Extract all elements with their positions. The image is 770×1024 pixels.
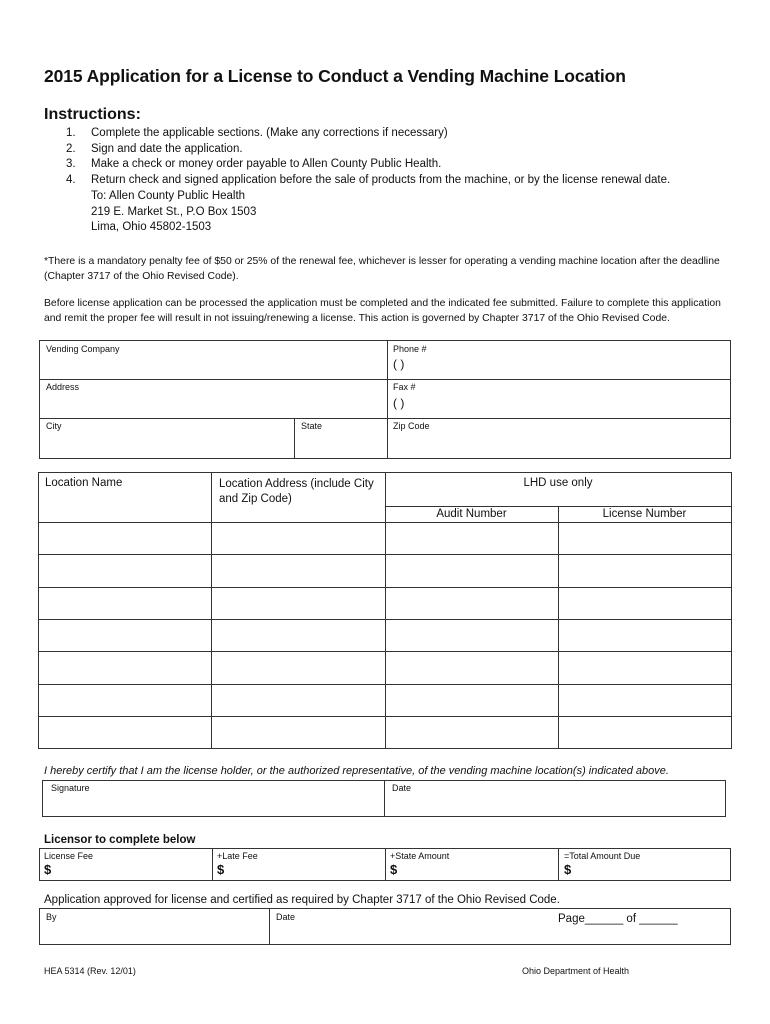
fax-field[interactable]: Fax # bbox=[393, 382, 416, 392]
page-title: 2015 Application for a License to Conduct a Vending Machine Location bbox=[44, 66, 626, 86]
department-name: Ohio Department of Health bbox=[522, 966, 630, 976]
col-audit-number: Audit Number bbox=[436, 508, 507, 520]
zip-field[interactable]: Zip Code bbox=[393, 421, 430, 431]
vending-company-field[interactable]: Vending Company bbox=[46, 344, 120, 354]
signature-field[interactable]: Signature bbox=[51, 783, 90, 793]
approval-statement: Application approved for license and certified as required by Chapter 3717 of the Ohio Revised Code. bbox=[44, 894, 560, 906]
locations-table bbox=[38, 472, 732, 749]
dollar-sign: $ bbox=[390, 862, 398, 877]
certification-box bbox=[42, 780, 726, 817]
list-item: 1. Complete the applicable sections. (Make any corrections if necessary) bbox=[66, 127, 448, 139]
lhd-use-only: LHD use only bbox=[523, 477, 593, 489]
city-field[interactable]: City bbox=[46, 421, 62, 431]
late-fee-field[interactable]: +Late Fee bbox=[217, 851, 258, 861]
dollar-sign: $ bbox=[564, 862, 572, 877]
dollar-sign: $ bbox=[44, 862, 52, 877]
company-info-form bbox=[39, 340, 731, 459]
approval-date-field[interactable]: Date bbox=[276, 912, 296, 922]
total-amount-field[interactable]: =Total Amount Due bbox=[564, 851, 641, 861]
state-amount-field[interactable]: +State Amount bbox=[390, 851, 450, 861]
licensor-heading: Licensor to complete below bbox=[44, 834, 196, 846]
by-field[interactable]: By bbox=[46, 912, 57, 922]
dollar-sign: $ bbox=[217, 862, 225, 877]
list-item: 3. Make a check or money order payable to Allen County Public Health. bbox=[66, 158, 442, 170]
phone-field[interactable]: Phone # bbox=[393, 344, 427, 354]
license-fee-field[interactable]: License Fee bbox=[44, 851, 94, 861]
page-number-field[interactable]: Page______ of ______ bbox=[558, 913, 678, 925]
certification-statement: I hereby certify that I am the license holder, or the authorized representative, of the vending machine location(s) indicated above. bbox=[44, 765, 669, 777]
licensor-fees-box bbox=[39, 848, 731, 881]
approval-box bbox=[39, 908, 731, 945]
fax-area-code: ( ) bbox=[393, 396, 405, 410]
col-license-number: License Number bbox=[602, 508, 687, 520]
state-field[interactable]: State bbox=[301, 421, 323, 431]
list-item: 4. Return check and signed application before the sale of products from the machine, or by the license renewal date. bbox=[66, 173, 671, 186]
form-id: HEA 5314 (Rev. 12/01) bbox=[44, 966, 136, 976]
instructions-heading: Instructions: bbox=[44, 106, 141, 123]
col-location-name: Location Name bbox=[45, 477, 123, 489]
list-item: 2. Sign and date the application. bbox=[66, 142, 243, 155]
col-location-address: Location Address (include City and Zip Code) bbox=[219, 478, 374, 505]
address-field[interactable]: Address bbox=[46, 382, 80, 392]
phone-area-code: ( ) bbox=[393, 357, 405, 371]
processing-note: Before license application can be processed the application must be completed and the indicated fee submitted. Failure to complete this application and remit the proper fee will result in not issuing/renewing a license. This action is governed by Chapter 3717 of the Ohio Revised Code. bbox=[44, 298, 721, 324]
penalty-note: *There is a mandatory penalty fee of $50 or 25% of the renewal fee, whichever is lesser for operating a vending machine location after the deadline (Chapter 3717 of the Ohio Revised Code). bbox=[44, 256, 720, 282]
mailing-address: To: Allen County Public Health 219 E. Market St., P.O Box 1503 Lima, Ohio 45802-1503 bbox=[91, 190, 257, 233]
instructions-list bbox=[66, 126, 670, 188]
date-field[interactable]: Date bbox=[392, 783, 412, 793]
table-rows[interactable] bbox=[39, 523, 731, 748]
